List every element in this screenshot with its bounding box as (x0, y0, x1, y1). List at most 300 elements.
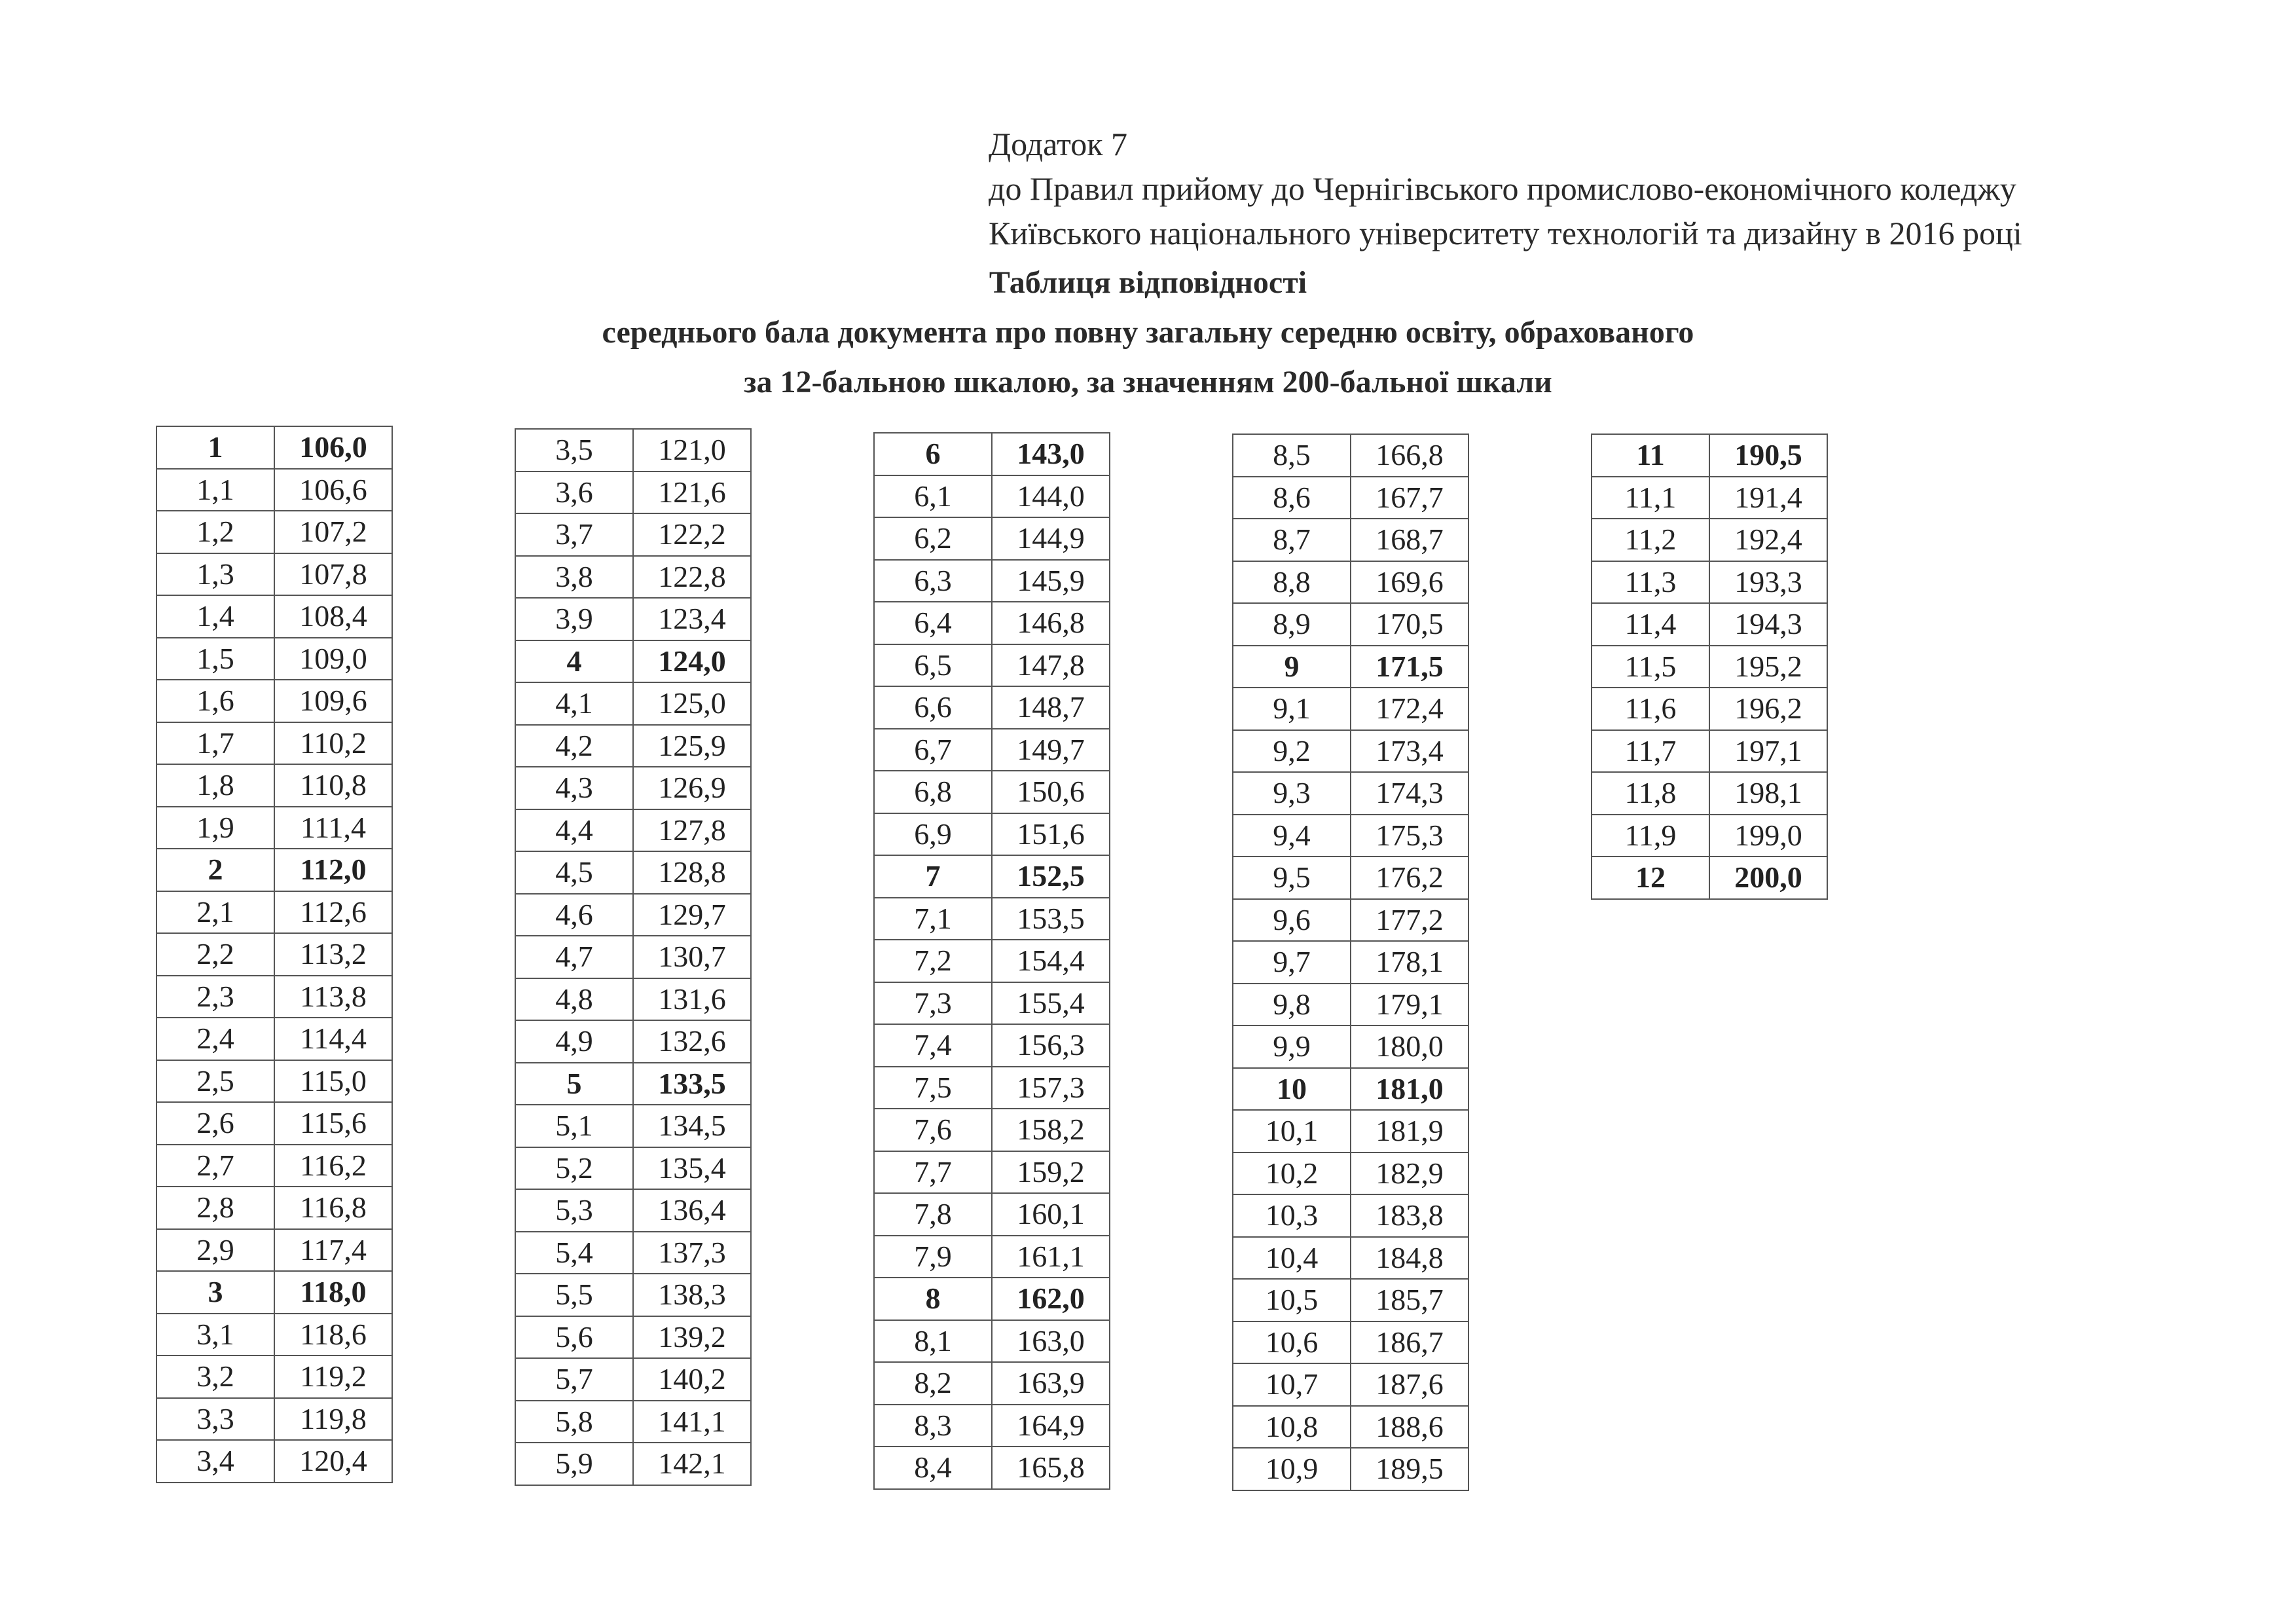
score-12-cell: 4,3 (515, 767, 633, 809)
score-12-cell: 9,3 (1233, 772, 1351, 815)
table-row (1233, 1279, 1468, 1321)
score-12-cell: 9,7 (1233, 941, 1351, 984)
score-200-cell: 199,0 (1709, 815, 1827, 857)
score-12-cell: 6,6 (874, 686, 992, 729)
score-12-cell: 9 (1233, 646, 1351, 688)
score-200-cell: 112,0 (274, 849, 392, 891)
table-row (874, 813, 1110, 856)
score-12-cell: 8,8 (1233, 561, 1351, 604)
score-12-cell: 2,7 (156, 1145, 274, 1187)
score-200-cell: 107,2 (274, 511, 392, 553)
table-row (1233, 899, 1468, 942)
table-row (515, 513, 751, 556)
score-200-cell: 157,3 (992, 1067, 1110, 1109)
score-12-cell: 5 (515, 1063, 633, 1105)
score-200-cell: 131,6 (633, 978, 751, 1021)
score-12-cell: 4,1 (515, 682, 633, 725)
score-12-cell: 1,2 (156, 511, 274, 553)
score-200-cell: 150,6 (992, 771, 1110, 813)
score-12-cell: 2,6 (156, 1102, 274, 1145)
score-200-cell: 137,3 (633, 1232, 751, 1274)
score-200-cell: 106,6 (274, 469, 392, 511)
table-row (1233, 1068, 1468, 1111)
table-row (1233, 1153, 1468, 1195)
score-200-cell: 145,9 (992, 560, 1110, 602)
table-row (874, 771, 1110, 813)
table-row (515, 556, 751, 599)
score-12-cell: 2,9 (156, 1229, 274, 1272)
score-12-cell: 5,1 (515, 1105, 633, 1147)
score-12-cell: 6,8 (874, 771, 992, 813)
table-row (1592, 477, 1827, 519)
score-200-cell: 129,7 (633, 894, 751, 936)
table-row (874, 560, 1110, 602)
table-row (156, 1440, 392, 1483)
score-12-cell: 3,9 (515, 598, 633, 640)
score-200-cell: 118,6 (274, 1314, 392, 1356)
score-200-cell: 130,7 (633, 936, 751, 978)
score-200-cell: 164,9 (992, 1405, 1110, 1447)
score-12-cell: 1,6 (156, 680, 274, 722)
score-12-cell: 10,6 (1233, 1321, 1351, 1364)
table-row (1233, 603, 1468, 646)
score-12-cell: 10 (1233, 1068, 1351, 1111)
score-200-cell: 116,8 (274, 1187, 392, 1229)
table-row (156, 1229, 392, 1272)
score-12-cell: 8,7 (1233, 519, 1351, 561)
score-200-cell: 111,4 (274, 807, 392, 849)
score-200-cell: 117,4 (274, 1229, 392, 1272)
score-12-cell: 7,1 (874, 898, 992, 940)
table-row (1592, 815, 1827, 857)
table-row (156, 1314, 392, 1356)
score-200-cell: 174,3 (1351, 772, 1468, 815)
score-200-cell: 122,2 (633, 513, 751, 556)
table-row (1233, 1025, 1468, 1068)
score-12-cell: 11,7 (1592, 730, 1709, 773)
score-200-cell: 142,1 (633, 1443, 751, 1485)
table-row (874, 1278, 1110, 1320)
table-row (156, 933, 392, 976)
score-200-cell: 149,7 (992, 729, 1110, 771)
score-200-cell: 180,0 (1351, 1025, 1468, 1068)
score-12-cell: 4,2 (515, 725, 633, 767)
table-row (874, 940, 1110, 982)
score-200-cell: 185,7 (1351, 1279, 1468, 1321)
score-200-cell: 152,5 (992, 855, 1110, 898)
table-row (156, 595, 392, 638)
score-200-cell: 133,5 (633, 1063, 751, 1105)
score-200-cell: 119,2 (274, 1356, 392, 1398)
score-200-cell: 127,8 (633, 809, 751, 852)
table-row (515, 767, 751, 809)
score-12-cell: 10,7 (1233, 1363, 1351, 1406)
score-12-cell: 3,3 (156, 1398, 274, 1441)
table-row (1233, 730, 1468, 773)
score-12-cell: 6,7 (874, 729, 992, 771)
score-12-cell: 3,1 (156, 1314, 274, 1356)
score-12-cell: 9,8 (1233, 984, 1351, 1026)
table-row (1592, 434, 1827, 477)
table-row (156, 976, 392, 1018)
score-12-cell: 10,1 (1233, 1110, 1351, 1153)
score-200-cell: 123,4 (633, 598, 751, 640)
score-12-cell: 9,6 (1233, 899, 1351, 942)
score-200-cell: 196,2 (1709, 688, 1827, 730)
score-200-cell: 110,2 (274, 722, 392, 765)
score-12-cell: 2,1 (156, 891, 274, 934)
score-table-2 (515, 428, 752, 1486)
score-12-cell: 11,2 (1592, 519, 1709, 561)
score-200-cell: 198,1 (1709, 772, 1827, 815)
score-12-cell: 5,2 (515, 1147, 633, 1190)
score-200-cell: 181,0 (1351, 1068, 1468, 1111)
table-row (1233, 1448, 1468, 1490)
score-200-cell: 154,4 (992, 940, 1110, 982)
score-200-cell: 125,9 (633, 725, 751, 767)
score-12-cell: 1,7 (156, 722, 274, 765)
appendix-header (989, 122, 2022, 255)
table-row (874, 729, 1110, 771)
table-row (1233, 815, 1468, 857)
table-row (156, 1398, 392, 1441)
table-row (156, 680, 392, 722)
score-12-cell: 7,7 (874, 1151, 992, 1194)
score-12-cell: 2,2 (156, 933, 274, 976)
score-200-cell: 193,3 (1709, 561, 1827, 604)
score-12-cell: 4,8 (515, 978, 633, 1021)
score-200-cell: 191,4 (1709, 477, 1827, 519)
score-200-cell: 110,8 (274, 764, 392, 807)
score-200-cell: 138,3 (633, 1274, 751, 1316)
table-row (515, 1274, 751, 1316)
table-row (1233, 1363, 1468, 1406)
table-row (156, 1102, 392, 1145)
table-row (874, 1024, 1110, 1067)
table-row (1233, 1406, 1468, 1449)
table-row (515, 1105, 751, 1147)
score-12-cell: 6,9 (874, 813, 992, 856)
score-12-cell: 7,8 (874, 1193, 992, 1236)
score-12-cell: 11,9 (1592, 815, 1709, 857)
table-row (156, 1187, 392, 1229)
score-200-cell: 109,6 (274, 680, 392, 722)
table-row (1592, 561, 1827, 604)
title-line-1: Таблиця відповідності (989, 265, 1307, 300)
score-200-cell: 148,7 (992, 686, 1110, 729)
score-12-cell: 5,3 (515, 1189, 633, 1232)
score-200-cell: 107,8 (274, 553, 392, 596)
score-200-cell: 172,4 (1351, 688, 1468, 730)
appendix-line-2: Київського національного університету технологій та дизайну в 2016 році (989, 215, 2022, 251)
table-row (874, 517, 1110, 560)
score-12-cell: 1 (156, 426, 274, 469)
table-row (515, 725, 751, 767)
score-200-cell: 177,2 (1351, 899, 1468, 942)
table-row (1592, 857, 1827, 899)
score-12-cell: 2,5 (156, 1060, 274, 1103)
score-12-cell: 9,4 (1233, 815, 1351, 857)
table-row (156, 807, 392, 849)
score-200-cell: 160,1 (992, 1193, 1110, 1236)
score-12-cell: 7,5 (874, 1067, 992, 1109)
table-row (1233, 1194, 1468, 1237)
score-12-cell: 5,5 (515, 1274, 633, 1316)
table-row (874, 686, 1110, 729)
score-200-cell: 175,3 (1351, 815, 1468, 857)
score-12-cell: 3,4 (156, 1440, 274, 1483)
table-row (874, 644, 1110, 687)
score-12-cell: 6,1 (874, 475, 992, 518)
score-12-cell: 11,6 (1592, 688, 1709, 730)
score-12-cell: 6,5 (874, 644, 992, 687)
score-200-cell: 171,5 (1351, 646, 1468, 688)
table-row (1233, 984, 1468, 1026)
table-row (874, 1236, 1110, 1278)
score-12-cell: 8,2 (874, 1362, 992, 1405)
score-12-cell: 8,4 (874, 1447, 992, 1489)
score-12-cell: 7,6 (874, 1109, 992, 1151)
score-12-cell: 10,3 (1233, 1194, 1351, 1237)
table-row (515, 598, 751, 640)
score-200-cell: 141,1 (633, 1401, 751, 1443)
score-200-cell: 181,9 (1351, 1110, 1468, 1153)
table-row (1233, 1237, 1468, 1280)
score-12-cell: 2,3 (156, 976, 274, 1018)
table-row (156, 638, 392, 680)
score-12-cell: 8,3 (874, 1405, 992, 1447)
score-200-cell: 166,8 (1351, 434, 1468, 477)
score-12-cell: 7,3 (874, 982, 992, 1025)
table-row (515, 978, 751, 1021)
score-table-5 (1591, 434, 1828, 900)
table-row (1592, 730, 1827, 773)
table-row (874, 1362, 1110, 1405)
score-200-cell: 115,6 (274, 1102, 392, 1145)
score-12-cell: 6,2 (874, 517, 992, 560)
table-row (1233, 646, 1468, 688)
score-200-cell: 132,6 (633, 1020, 751, 1063)
score-200-cell: 113,2 (274, 933, 392, 976)
score-200-cell: 113,8 (274, 976, 392, 1018)
table-row (156, 722, 392, 765)
table-row (874, 475, 1110, 518)
score-12-cell: 7,2 (874, 940, 992, 982)
score-200-cell: 115,0 (274, 1060, 392, 1103)
score-200-cell: 162,0 (992, 1278, 1110, 1320)
document-title (0, 258, 2296, 407)
score-12-cell: 1,9 (156, 807, 274, 849)
score-12-cell: 6,4 (874, 602, 992, 644)
score-200-cell: 187,6 (1351, 1363, 1468, 1406)
score-12-cell: 11,3 (1592, 561, 1709, 604)
score-12-cell: 1,1 (156, 469, 274, 511)
score-200-cell: 169,6 (1351, 561, 1468, 604)
score-12-cell: 9,5 (1233, 857, 1351, 899)
score-200-cell: 176,2 (1351, 857, 1468, 899)
score-12-cell: 11,4 (1592, 603, 1709, 646)
table-row (874, 602, 1110, 644)
score-table-1 (156, 426, 393, 1483)
score-200-cell: 183,8 (1351, 1194, 1468, 1237)
table-row (1233, 434, 1468, 477)
table-row (156, 891, 392, 934)
score-12-cell: 1,8 (156, 764, 274, 807)
table-row (874, 433, 1110, 475)
score-12-cell: 7,9 (874, 1236, 992, 1278)
score-200-cell: 161,1 (992, 1236, 1110, 1278)
table-row (1233, 941, 1468, 984)
score-200-cell: 146,8 (992, 602, 1110, 644)
table-row (156, 426, 392, 469)
score-12-cell: 3,8 (515, 556, 633, 599)
table-row (156, 1145, 392, 1187)
score-200-cell: 125,0 (633, 682, 751, 725)
score-200-cell: 116,2 (274, 1145, 392, 1187)
score-200-cell: 118,0 (274, 1271, 392, 1314)
table-row (515, 640, 751, 683)
score-12-cell: 9,2 (1233, 730, 1351, 773)
score-12-cell: 3,7 (515, 513, 633, 556)
score-200-cell: 144,9 (992, 517, 1110, 560)
score-200-cell: 170,5 (1351, 603, 1468, 646)
score-12-cell: 3 (156, 1271, 274, 1314)
table-row (156, 511, 392, 553)
table-row (156, 764, 392, 807)
score-200-cell: 167,7 (1351, 477, 1468, 519)
score-200-cell: 151,6 (992, 813, 1110, 856)
table-row (1592, 603, 1827, 646)
table-row (156, 849, 392, 891)
score-200-cell: 106,0 (274, 426, 392, 469)
score-200-cell: 188,6 (1351, 1406, 1468, 1449)
table-row (515, 809, 751, 852)
score-12-cell: 2,8 (156, 1187, 274, 1229)
score-200-cell: 155,4 (992, 982, 1110, 1025)
score-200-cell: 134,5 (633, 1105, 751, 1147)
score-12-cell: 4,4 (515, 809, 633, 852)
score-200-cell: 119,8 (274, 1398, 392, 1441)
score-200-cell: 158,2 (992, 1109, 1110, 1151)
table-row (515, 682, 751, 725)
score-table-4 (1232, 434, 1469, 1491)
score-12-cell: 5,7 (515, 1358, 633, 1401)
score-200-cell: 121,0 (633, 429, 751, 471)
score-12-cell: 1,5 (156, 638, 274, 680)
score-200-cell: 182,9 (1351, 1153, 1468, 1195)
table-row (874, 898, 1110, 940)
score-200-cell: 153,5 (992, 898, 1110, 940)
table-row (515, 1147, 751, 1190)
score-200-cell: 179,1 (1351, 984, 1468, 1026)
score-200-cell: 109,0 (274, 638, 392, 680)
score-200-cell: 186,7 (1351, 1321, 1468, 1364)
score-12-cell: 8,6 (1233, 477, 1351, 519)
score-200-cell: 197,1 (1709, 730, 1827, 773)
score-200-cell: 120,4 (274, 1440, 392, 1483)
score-12-cell: 4,6 (515, 894, 633, 936)
score-200-cell: 165,8 (992, 1447, 1110, 1489)
score-12-cell: 2,4 (156, 1018, 274, 1060)
score-200-cell: 140,2 (633, 1358, 751, 1401)
score-12-cell: 4 (515, 640, 633, 683)
score-12-cell: 10,4 (1233, 1237, 1351, 1280)
table-row (156, 1060, 392, 1103)
score-200-cell: 195,2 (1709, 646, 1827, 688)
score-200-cell: 168,7 (1351, 519, 1468, 561)
score-200-cell: 194,3 (1709, 603, 1827, 646)
table-row (874, 1405, 1110, 1447)
score-200-cell: 184,8 (1351, 1237, 1468, 1280)
table-row (874, 1193, 1110, 1236)
score-12-cell: 3,6 (515, 471, 633, 514)
title-line-2: середнього бала документа про повну загальну середню освіту, обрахованого (602, 315, 1694, 350)
score-200-cell: 178,1 (1351, 941, 1468, 984)
score-12-cell: 2 (156, 849, 274, 891)
score-12-cell: 11,1 (1592, 477, 1709, 519)
score-12-cell: 11,8 (1592, 772, 1709, 815)
score-200-cell: 112,6 (274, 891, 392, 934)
table-row (515, 1401, 751, 1443)
score-200-cell: 143,0 (992, 433, 1110, 475)
score-table-3 (873, 432, 1110, 1490)
score-12-cell: 6 (874, 433, 992, 475)
score-200-cell: 121,6 (633, 471, 751, 514)
table-row (515, 1020, 751, 1063)
table-row (874, 982, 1110, 1025)
table-row (1233, 519, 1468, 561)
table-row (1233, 477, 1468, 519)
title-line-3: за 12-бальною шкалою, за значенням 200-бальної шкали (744, 365, 1552, 399)
score-200-cell: 114,4 (274, 1018, 392, 1060)
score-200-cell: 200,0 (1709, 857, 1827, 899)
table-row (515, 471, 751, 514)
table-row (515, 1232, 751, 1274)
table-row (1592, 519, 1827, 561)
score-12-cell: 12 (1592, 857, 1709, 899)
table-row (515, 1189, 751, 1232)
score-12-cell: 8,9 (1233, 603, 1351, 646)
table-row (156, 469, 392, 511)
score-12-cell: 11,5 (1592, 646, 1709, 688)
table-row (156, 1018, 392, 1060)
table-row (515, 894, 751, 936)
score-12-cell: 4,9 (515, 1020, 633, 1063)
score-12-cell: 7,4 (874, 1024, 992, 1067)
score-200-cell: 159,2 (992, 1151, 1110, 1194)
score-200-cell: 156,3 (992, 1024, 1110, 1067)
table-row (515, 851, 751, 894)
table-row (515, 429, 751, 471)
score-12-cell: 6,3 (874, 560, 992, 602)
table-row (156, 1271, 392, 1314)
table-row (515, 1316, 751, 1359)
score-200-cell: 124,0 (633, 640, 751, 683)
score-12-cell: 1,4 (156, 595, 274, 638)
appendix-line-1: до Правил прийому до Чернігівського промислово-економічного коледжу (989, 170, 2016, 207)
score-200-cell: 135,4 (633, 1147, 751, 1190)
table-row (515, 1443, 751, 1485)
score-12-cell: 8,1 (874, 1320, 992, 1363)
score-200-cell: 192,4 (1709, 519, 1827, 561)
score-12-cell: 1,3 (156, 553, 274, 596)
score-200-cell: 173,4 (1351, 730, 1468, 773)
score-200-cell: 108,4 (274, 595, 392, 638)
table-row (1592, 646, 1827, 688)
score-12-cell: 3,2 (156, 1356, 274, 1398)
table-row (874, 1447, 1110, 1489)
score-200-cell: 122,8 (633, 556, 751, 599)
